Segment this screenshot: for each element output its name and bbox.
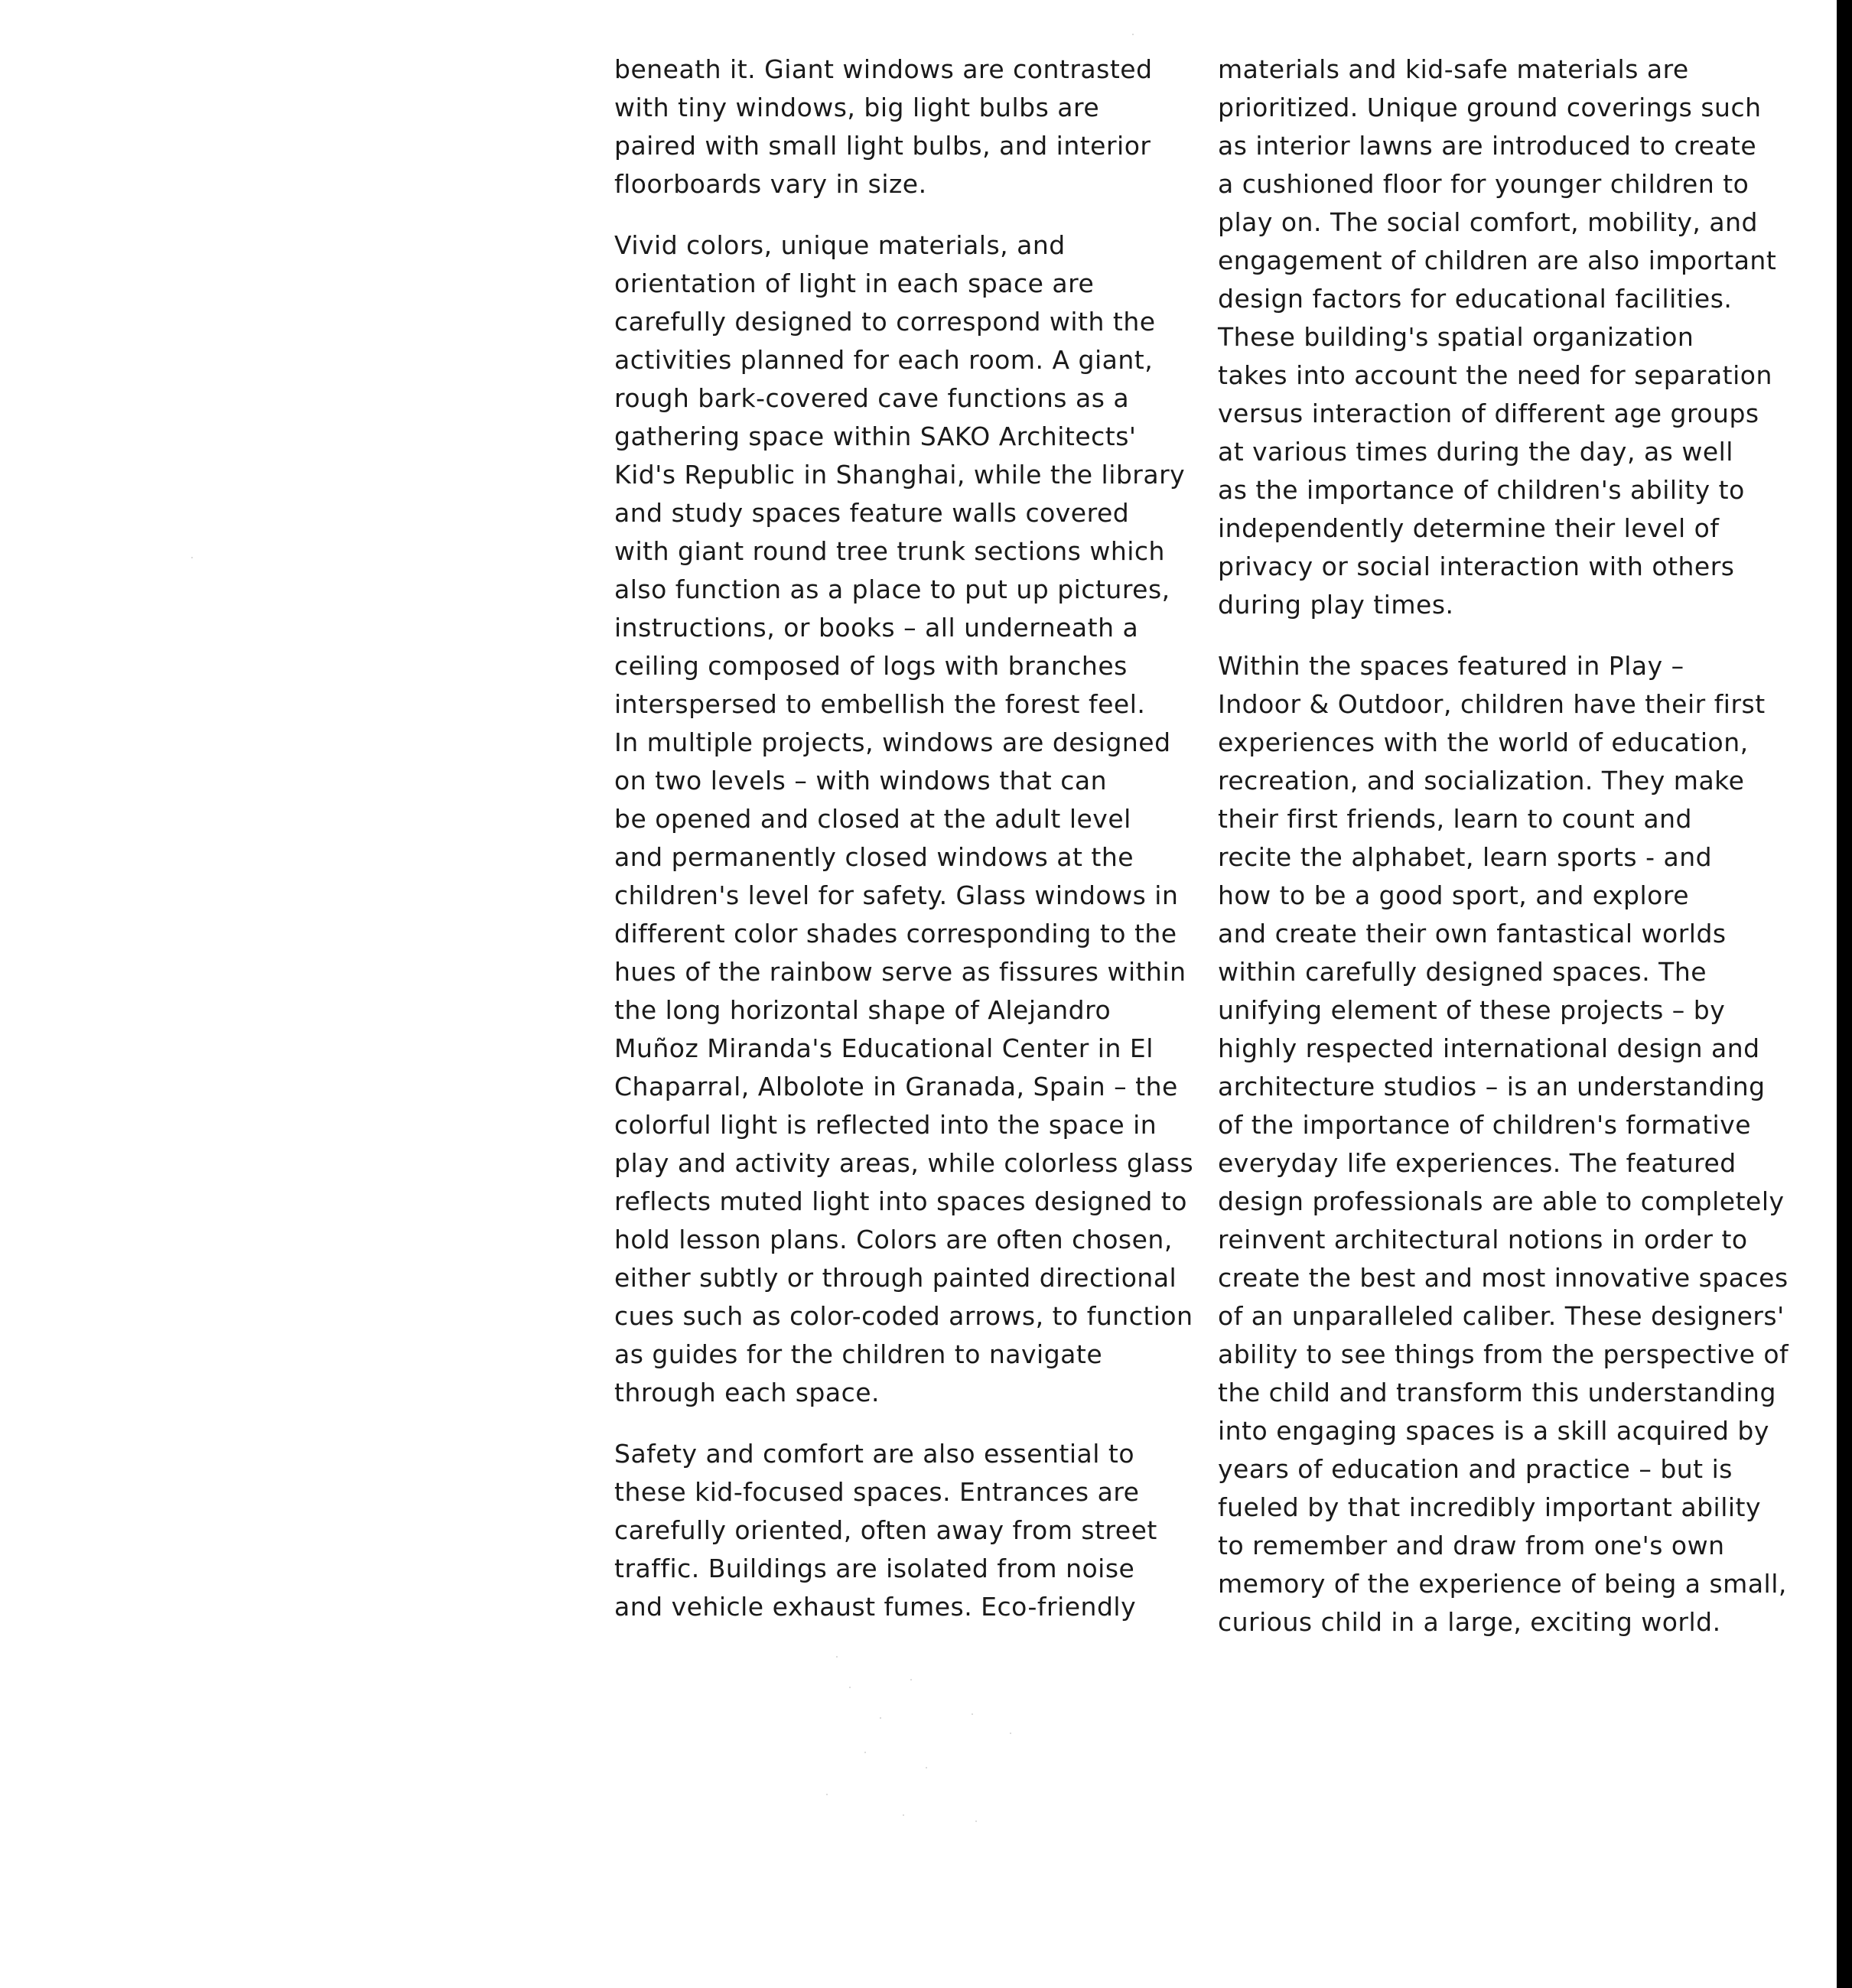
text-line: design factors for educational facilities.: [1218, 284, 1733, 314]
speckle: [1010, 1733, 1011, 1734]
text-line: during play times.: [1218, 590, 1454, 620]
text-line: through each space.: [614, 1378, 880, 1407]
text-line: a cushioned floor for younger children to: [1218, 169, 1749, 199]
text-line: unifying element of these projects – by: [1218, 995, 1726, 1025]
text-line: their first friends, learn to count and: [1218, 804, 1692, 834]
text-line: hues of the rainbow serve as fissures within: [614, 957, 1186, 987]
speckle: [972, 1713, 973, 1715]
text-line: also function as a place to put up pictures,: [614, 574, 1170, 604]
text-line: orientation of light in each space are: [614, 268, 1095, 298]
text-line: carefully oriented, often away from street: [614, 1515, 1157, 1545]
speckle: [836, 1656, 838, 1658]
text-line: at various times during the day, as well: [1218, 437, 1733, 467]
text-line: children's level for safety. Glass windows in: [614, 880, 1179, 910]
text-line: traffic. Buildings are isolated from noise: [614, 1554, 1135, 1583]
text-line: play and activity areas, while colorless glass: [614, 1148, 1194, 1178]
text-line: as guides for the children to navigate: [614, 1339, 1103, 1369]
text-line: as the importance of children's ability to: [1218, 475, 1745, 505]
text-line: ability to see things from the perspective of: [1218, 1339, 1789, 1369]
text-line: these kid-focused spaces. Entrances are: [614, 1477, 1140, 1507]
paragraph-gap: [1218, 624, 1793, 647]
speckle: [1132, 34, 1134, 35]
speckle: [849, 1687, 851, 1688]
page-edge-bar: [1837, 0, 1852, 1988]
text-line: and create their own fantastical worlds: [1218, 919, 1727, 948]
paragraph: [614, 226, 1196, 1412]
text-line: with giant round tree trunk sections which: [614, 536, 1165, 566]
speckle: [864, 1752, 866, 1753]
text-line: materials and kid-safe materials are: [1218, 54, 1689, 84]
text-line: everyday life experiences. The featured: [1218, 1148, 1736, 1178]
text-line: Within the spaces featured in Play –: [1218, 651, 1684, 681]
text-line: how to be a good sport, and explore: [1218, 880, 1690, 910]
text-line: takes into account the need for separation: [1218, 360, 1772, 390]
text-line: privacy or social interaction with others: [1218, 551, 1735, 581]
text-line: floorboards vary in size.: [614, 169, 927, 199]
text-line: Kid's Republic in Shanghai, while the library: [614, 460, 1186, 490]
text-line: of an unparalleled caliber. These designers': [1218, 1301, 1785, 1331]
text-line: Vivid colors, unique materials, and: [614, 230, 1066, 260]
text-line: architecture studios – is an understanding: [1218, 1072, 1766, 1101]
text-line: In multiple projects, windows are designed: [614, 727, 1171, 757]
speckle: [910, 1679, 912, 1681]
text-line: of the importance of children's formative: [1218, 1110, 1752, 1140]
text-line: the child and transform this understanding: [1218, 1378, 1776, 1407]
text-line: the long horizontal shape of Alejandro: [614, 995, 1112, 1025]
text-line: recite the alphabet, learn sports - and: [1218, 842, 1713, 872]
speckle: [903, 1814, 904, 1816]
speckle: [191, 557, 193, 558]
text-line: on two levels – with windows that can: [614, 766, 1108, 796]
text-line: engagement of children are also important: [1218, 246, 1777, 275]
text-line: to remember and draw from one's own: [1218, 1531, 1725, 1560]
text-line: gathering space within SAKO Architects': [614, 421, 1137, 451]
text-line: fueled by that incredibly important ability: [1218, 1492, 1762, 1522]
text-line: either subtly or through painted directional: [614, 1263, 1177, 1293]
text-line: be opened and closed at the adult level: [614, 804, 1131, 834]
text-line: Muñoz Miranda's Educational Center in El: [614, 1033, 1154, 1063]
text-line: reinvent architectural notions in order to: [1218, 1225, 1748, 1254]
text-line: into engaging spaces is a skill acquired by: [1218, 1416, 1769, 1446]
text-line: memory of the experience of being a small,: [1218, 1569, 1787, 1599]
paragraph-gap: [614, 203, 1196, 226]
text-line: colorful light is reflected into the space in: [614, 1110, 1157, 1140]
text-line: instructions, or books – all underneath a: [614, 613, 1139, 643]
text-line: paired with small light bulbs, and interior: [614, 131, 1151, 161]
text-line: and permanently closed windows at the: [614, 842, 1134, 872]
text-column-right: [1218, 50, 1793, 1641]
text-line: prioritized. Unique ground coverings such: [1218, 93, 1762, 122]
text-line: cues such as color-coded arrows, to function: [614, 1301, 1193, 1331]
text-line: curious child in a large, exciting world.: [1218, 1607, 1721, 1637]
text-line: beneath it. Giant windows are contrasted: [614, 54, 1153, 84]
speckle: [975, 1820, 977, 1822]
text-line: different color shades corresponding to the: [614, 919, 1177, 948]
text-line: Safety and comfort are also essential to: [614, 1439, 1135, 1469]
text-line: as interior lawns are introduced to create: [1218, 131, 1757, 161]
text-line: highly respected international design and: [1218, 1033, 1760, 1063]
text-line: within carefully designed spaces. The: [1218, 957, 1707, 987]
paragraph: [614, 50, 1196, 203]
text-line: hold lesson plans. Colors are often chosen,: [614, 1225, 1173, 1254]
speckle: [926, 1767, 927, 1768]
text-line: with tiny windows, big light bulbs are: [614, 93, 1100, 122]
text-line: Chaparral, Albolote in Granada, Spain – the: [614, 1072, 1178, 1101]
text-line: design professionals are able to completely: [1218, 1186, 1785, 1216]
paragraph: [1218, 50, 1793, 624]
text-line: play on. The social comfort, mobility, and: [1218, 207, 1758, 237]
text-line: years of education and practice – but is: [1218, 1454, 1733, 1484]
text-line: reflects muted light into spaces designed to: [614, 1186, 1187, 1216]
paragraph: [1218, 647, 1793, 1641]
text-column-left: [614, 50, 1196, 1626]
text-line: versus interaction of different age groups: [1218, 399, 1759, 428]
text-line: carefully designed to correspond with the: [614, 307, 1156, 337]
text-line: experiences with the world of education,: [1218, 727, 1749, 757]
speckle: [880, 1717, 881, 1719]
text-line: independently determine their level of: [1218, 513, 1720, 543]
text-line: and study spaces feature walls covered: [614, 498, 1130, 528]
paragraph: [614, 1435, 1196, 1626]
text-line: ceiling composed of logs with branches: [614, 651, 1128, 681]
text-line: activities planned for each room. A giant,: [614, 345, 1154, 375]
paragraph-gap: [614, 1412, 1196, 1435]
text-line: rough bark-covered cave functions as a: [614, 383, 1130, 413]
text-line: and vehicle exhaust fumes. Eco-friendly: [614, 1592, 1137, 1622]
text-line: recreation, and socialization. They make: [1218, 766, 1745, 796]
text-line: These building's spatial organization: [1218, 322, 1694, 352]
text-line: Indoor & Outdoor, children have their first: [1218, 689, 1766, 719]
speckle: [826, 1794, 828, 1795]
text-line: create the best and most innovative spaces: [1218, 1263, 1789, 1293]
text-line: interspersed to embellish the forest feel.: [614, 689, 1146, 719]
